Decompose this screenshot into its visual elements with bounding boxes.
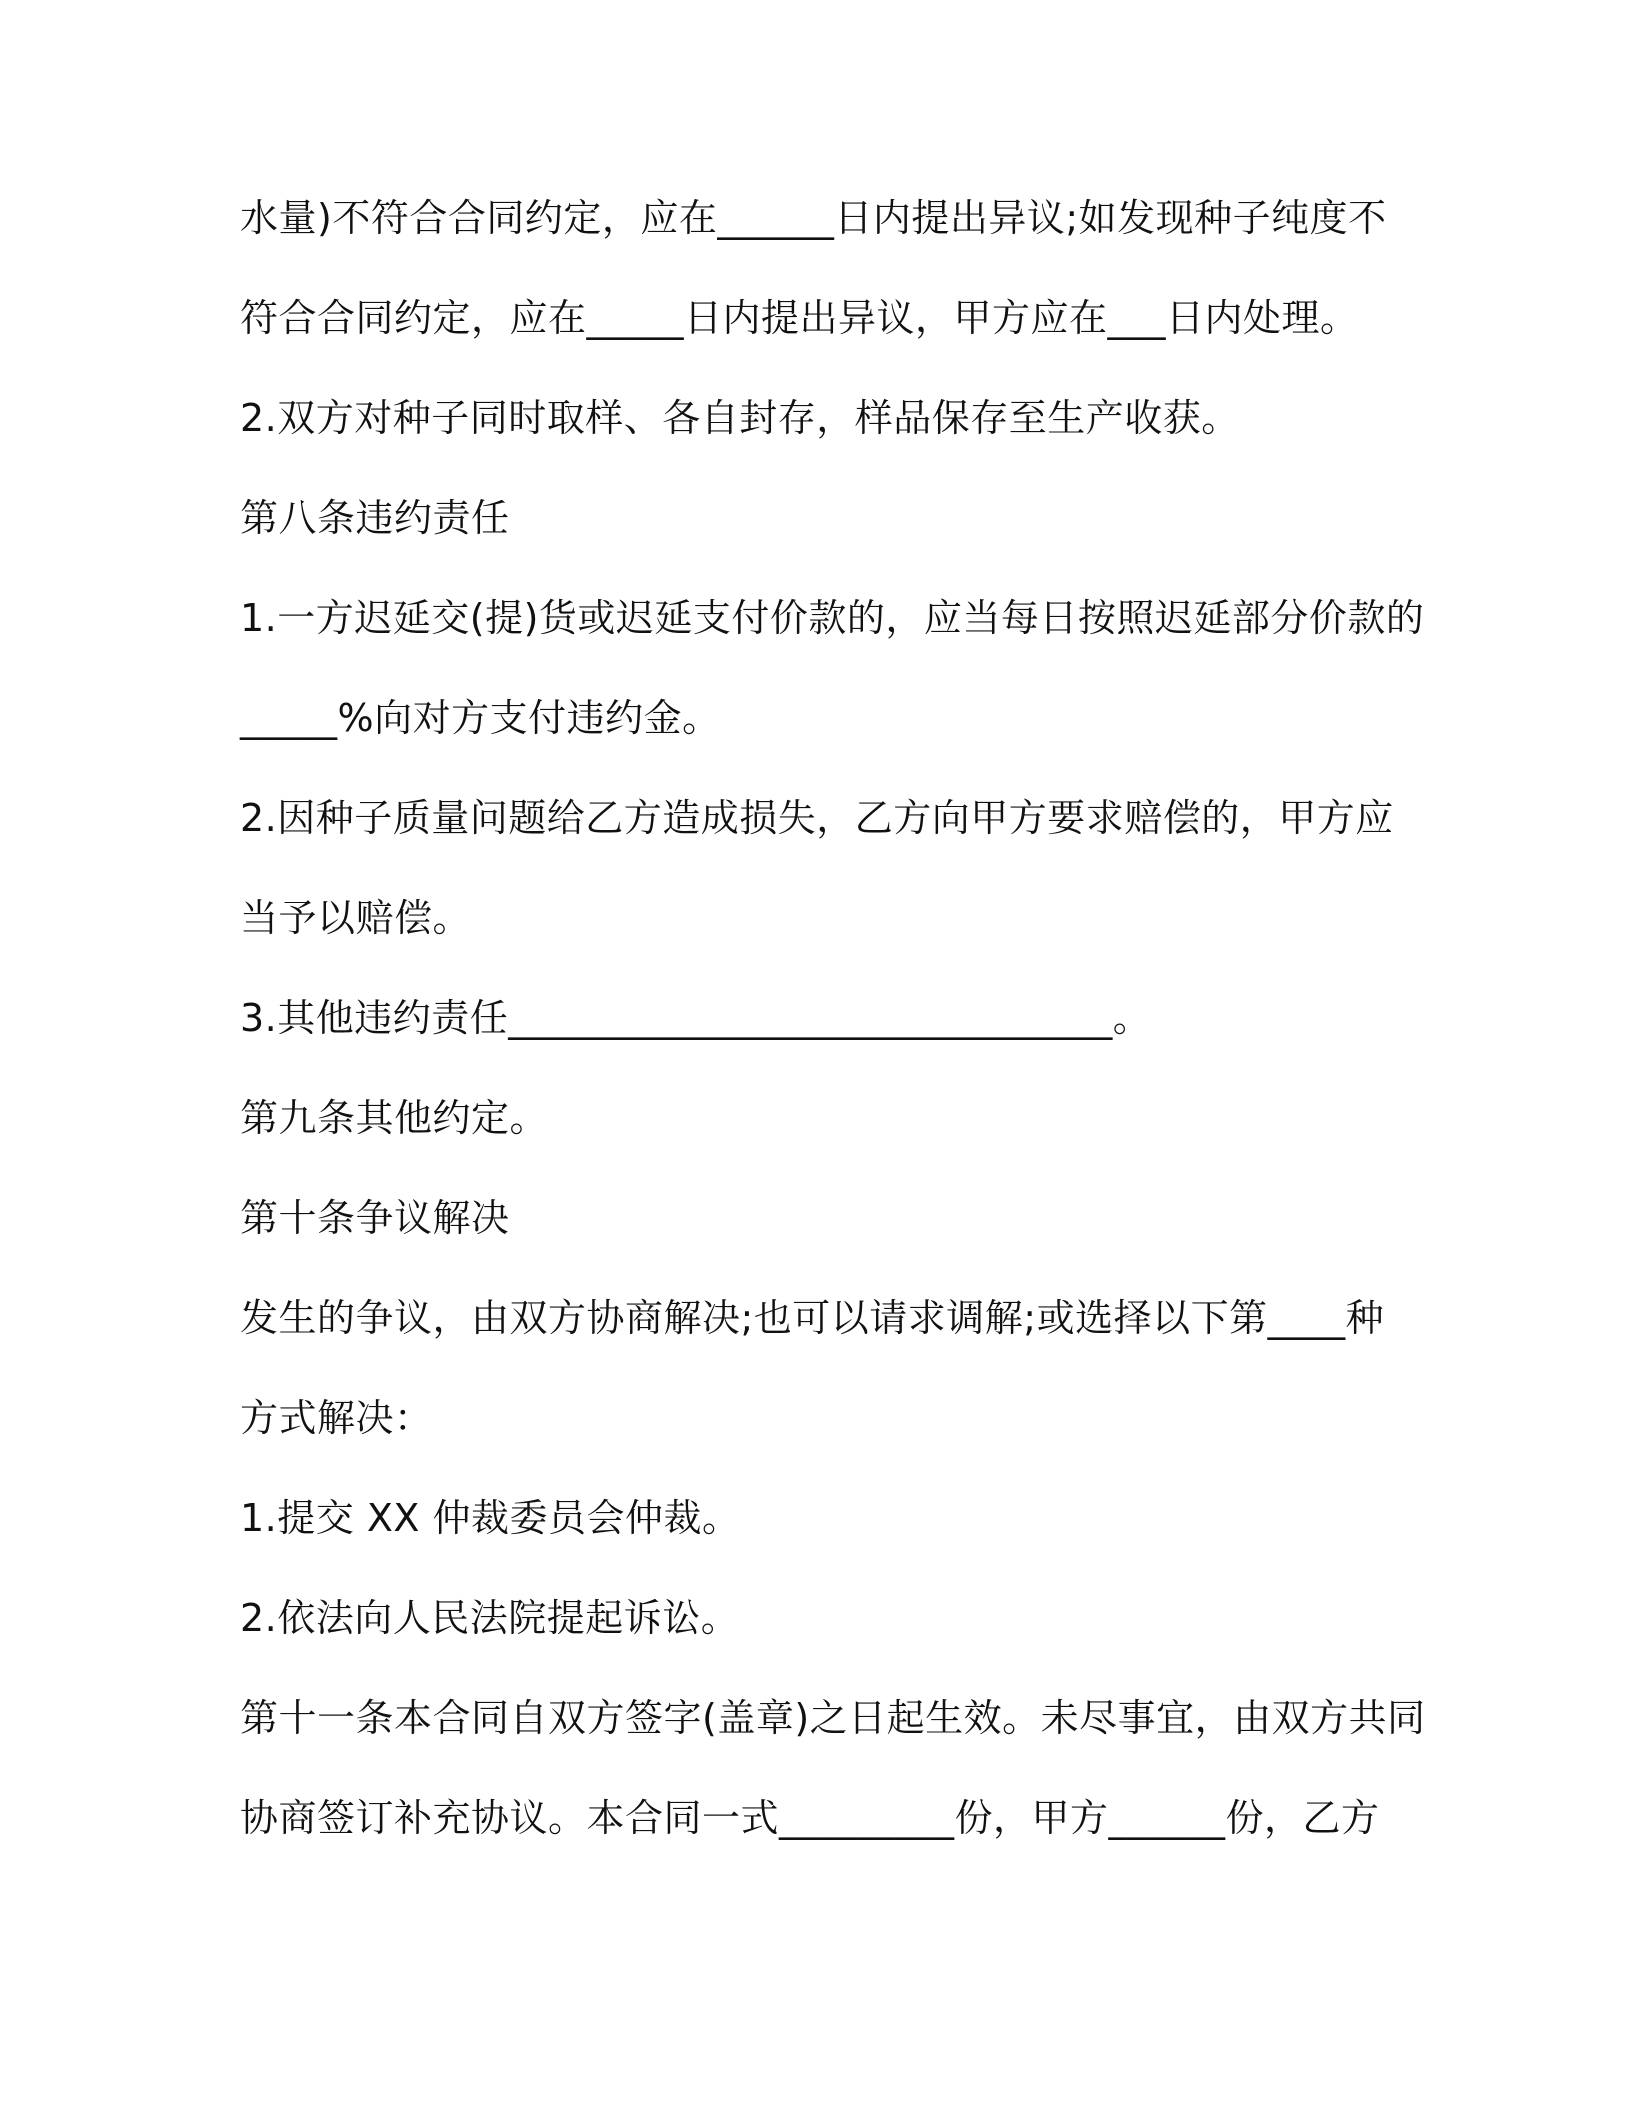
- text-line: 方式解决：: [240, 1396, 433, 1440]
- text-line: 1.一方迟延交(提)货或迟延支付价款的，应当每日按照迟延部分价款的: [240, 596, 1425, 640]
- text-line: 符合合同约定，应在_____日内提出异议，甲方应在___日内处理。: [240, 296, 1359, 340]
- text-line: 协商签订补充协议。本合同一式_________份，甲方______份，乙方: [240, 1796, 1380, 1840]
- text-line: 3.其他违约责任_______________________________。: [240, 996, 1152, 1040]
- text-line: 水量)不符合合同约定，应在______日内提出异议;如发现种子纯度不: [240, 196, 1387, 240]
- text-line: _____%向对方支付违约金。: [240, 696, 721, 740]
- text-line: 第十一条本合同自双方签字(盖章)之日起生效。未尽事宜，由双方共同: [240, 1696, 1426, 1740]
- section-heading-10: 第十条争议解决: [240, 1196, 510, 1240]
- section-heading-8: 第八条违约责任: [240, 496, 510, 540]
- text-line: 2.依法向人民法院提起诉讼。: [240, 1596, 740, 1640]
- section-heading-9: 第九条其他约定。: [240, 1096, 549, 1140]
- text-line: 2.因种子质量问题给乙方造成损失，乙方向甲方要求赔偿的，甲方应: [240, 796, 1394, 840]
- text-line: 1.提交 XX 仲裁委员会仲裁。: [240, 1496, 741, 1540]
- text-line: 2.双方对种子同时取样、各自封存，样品保存至生产收获。: [240, 396, 1240, 440]
- text-line: 当予以赔偿。: [240, 896, 472, 940]
- text-line: 发生的争议，由双方协商解决;也可以请求调解;或选择以下第____种: [240, 1296, 1385, 1340]
